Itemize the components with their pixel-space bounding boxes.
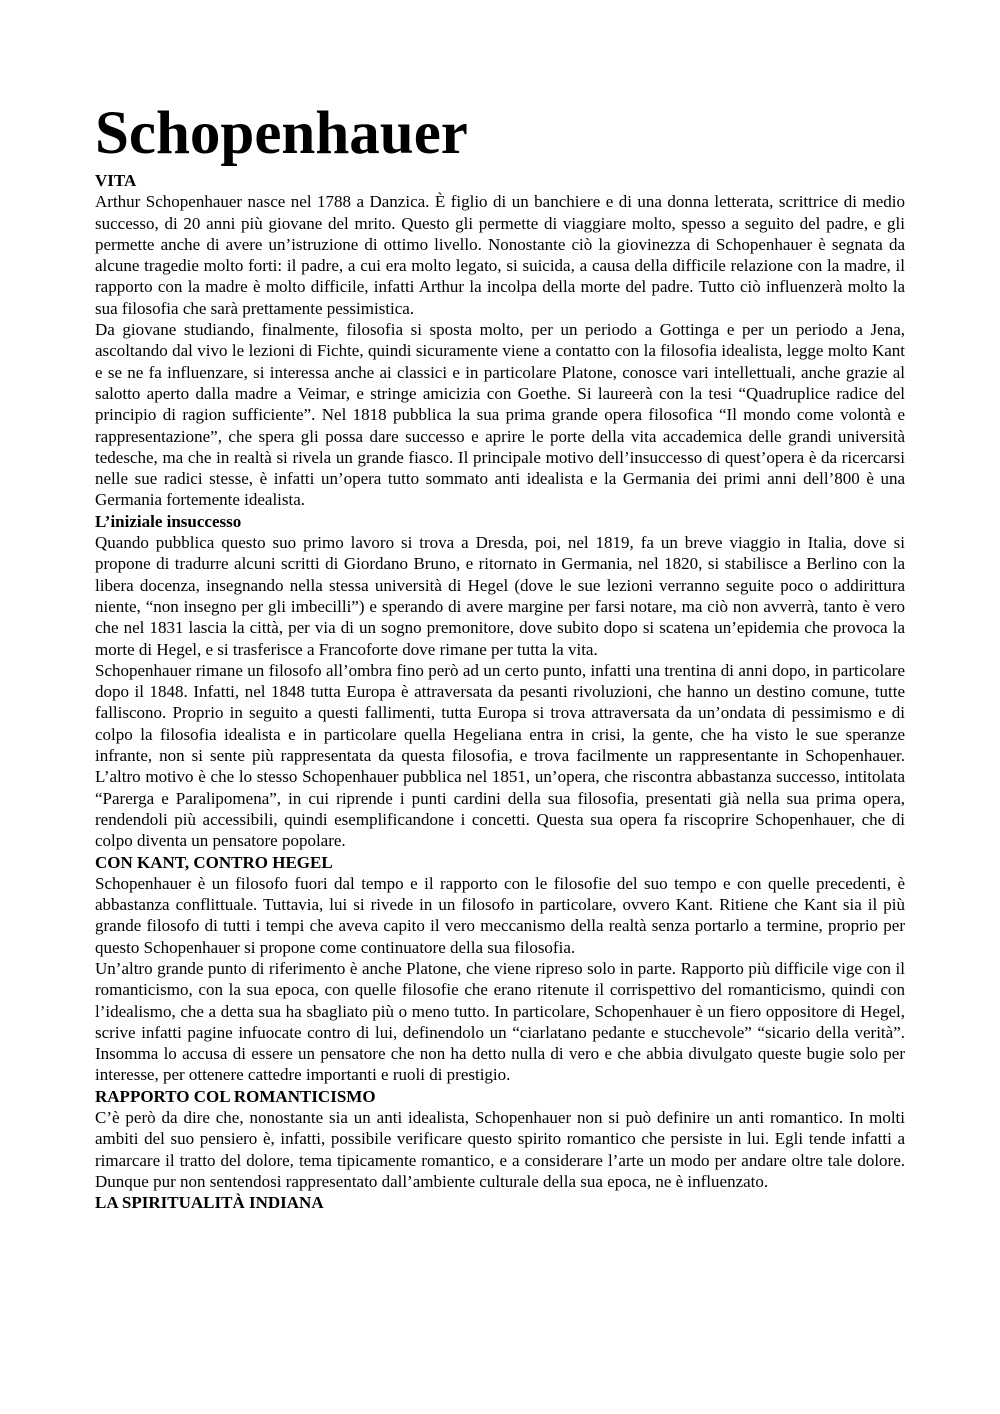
section-heading: L’iniziale insuccesso <box>95 511 242 531</box>
section-heading: VITA <box>95 171 137 190</box>
paragraph: Arthur Schopenhauer nasce nel 1788 a Danzica. È figlio di un banchiere e di una donna letterata, scrittrice di medio successo, di 20 anni più giovane del mrito. Questo gli permette di viaggiare molto, spesso a seguito del padre, e gli permette anche di avere un’istruzione di ottimo livello. Nonostante ciò la giovinezza di Schopenhauer è segnata da alcune tragedie molto forti: il padre, a cui era molto legato, si suicida, a causa della difficile relazione con la madre, il rapporto con la madre è molto difficile, infatti Arthur la incolpa della morte del padre. Tutto ciò influenzerà molto la sua filosofia che sarà prettamente pessimistica. <box>95 192 905 318</box>
paragraph: Un’altro grande punto di riferimento è anche Platone, che viene ripreso solo in parte. Rapporto più difficile vige con il romanticismo, con la sua epoca, con quelle filosofie che erano ritenute il corrispettivo del romanticismo, quindi con l’idealismo, che a detta sua ha sbagliato più o meno tutto. In particolare, Schopenhauer è un fiero oppositore di Hegel, scrive infatti pagine infuocate contro di lui, definendolo un “ciarlatano pedante e stucchevole” “sicario della verità”. Insomma lo accusa di essere un pensatore che non ha detto nulla di vero e che abbia divulgato queste bugie solo per interesse, per ottenere cattedre importanti e ruoli di prestigio. <box>95 958 905 1085</box>
paragraph: Schopenhauer rimane un filosofo all’ombra fino però ad un certo punto, infatti una trentina di anni dopo, in particolare dopo il 1848. Infatti, nel 1848 tutta Europa è attraversata da pesanti rivoluzioni, che hanno un destino comune, tutte falliscono. Proprio in seguito a questi fallimenti, tutta Europa si trova attraversata da un’ondata di pessimismo e di colpo la filosofia idealista e in particolare quella Hegeliana entra in crisi, la gente, che ha visto le sue speranze infrante, non si sente più rappresentata da questa filosofia, e trova facilmente un rappresentante in Schopenhauer. L’altro motivo è che lo stesso Schopenhauer pubblica nel 1851, un’opera, che riscontra abbastanza successo, intitolata “Parerga e Paralipomena”, in cui riprende i punti cardini della sua filosofia, presentati già nella sua prima opera, rendendoli più accessibili, quindi esemplificandone i concetti. Questa sua opera fa riscoprire Schopenhauer, che di colpo diventa un pensatore popolare. <box>95 660 905 851</box>
paragraph: Da giovane studiando, finalmente, filosofia si sposta molto, per un periodo a Gottinga e per un periodo a Jena, ascoltando dal vivo le lezioni di Fichte, quindi sicuramente viene a contatto con la filosofia idealista, legge molto Kant e se ne fa influenzare, si interessa anche ai classici e in particolare Platone, conosce vari intellettuali, anche grazie al salotto aperto dalla madre a Veimar, e stringe amicizia con Goethe. Si laureerà con la tesi “Quadruplice radice del principio di ragion sufficiente”. Nel 1818 pubblica la sua prima grande opera filosofica “Il mondo come volontà e rappresentazione”, che spera gli possa dare successo e aprire le porte della vita accademica delle grandi università tedesche, ma che in realtà si rivela un grande fiasco. Il principale motivo dell’insuccesso di quest’opera è da ricercarsi nelle sue radici stesse, è infatti un’opera tutto sommato anti idealista e la Germania dei primi anni dell’800 è una Germania fortemente idealista. <box>95 320 905 510</box>
section-rapporto-col-romanticismo <box>95 1086 905 1192</box>
section-spiritualita-indiana <box>95 1192 905 1213</box>
section-con-kant-contro-hegel <box>95 852 905 1086</box>
paragraph: C’è però da dire che, nonostante sia un anti idealista, Schopenhauer non si può definire un anti romantico. In molti ambiti del suo pensiero è, infatti, possibile verificare questo spirito romantico che persiste in lui. Egli tende infatti a rimarcare il tratto del dolore, tema tipicamente romantico, e a considerare l’arte un modo per andare oltre tale dolore. Dunque pur non sentendosi rappresentato dall’ambiente culturale della sua epoca, ne è influenzato. <box>95 1108 905 1191</box>
paragraph: Schopenhauer è un filosofo fuori dal tempo e il rapporto con le filosofie del suo tempo e con quelle precedenti, è abbastanza conflittuale. Tuttavia, lui si rivede in un filosofo in particolare, ovvero Kant. Ritiene che Kant sia il più grande filosofo di tutti i tempi che aveva capito il vero meccanismo della realtà senza portarlo a termine, proprio per questo Schopenhauer si propone come continuatore della sua filosofia. <box>95 873 905 957</box>
document-title: Schopenhauer <box>95 100 468 167</box>
section-heading: CON KANT, CONTRO HEGEL <box>95 852 333 872</box>
paragraph: Quando pubblica questo suo primo lavoro si trova a Dresda, poi, nel 1819, fa un breve viaggio in Italia, dove si propone di tradurre alcuni scritti di Giordano Bruno, e ritornato in Germania, nel 1820, si stabilisce a Berlino con la libera docenza, insegnando nella stessa università di Hegel (dove le sue lezioni verranno seguite poco o addirittura niente, “non insegno per gli imbecilli”) e sperando di avere margine per farsi notare, ma ciò non avverrà, tanto è vero che nel 1831 lascia la città, per via di un sogno premonitore, dove subito dopo si scatena un’epidemia che provoca la morte di Hegel, e si trasferisce a Francoforte dove rimane per tutta la vita. <box>95 533 905 659</box>
section-heading: RAPPORTO COL ROMANTICISMO <box>95 1086 376 1106</box>
section-iniziale-insuccesso <box>95 511 905 852</box>
document-page <box>95 98 905 1214</box>
section-vita <box>95 170 905 511</box>
section-heading: LA SPIRITUALITÀ INDIANA <box>95 1193 324 1213</box>
